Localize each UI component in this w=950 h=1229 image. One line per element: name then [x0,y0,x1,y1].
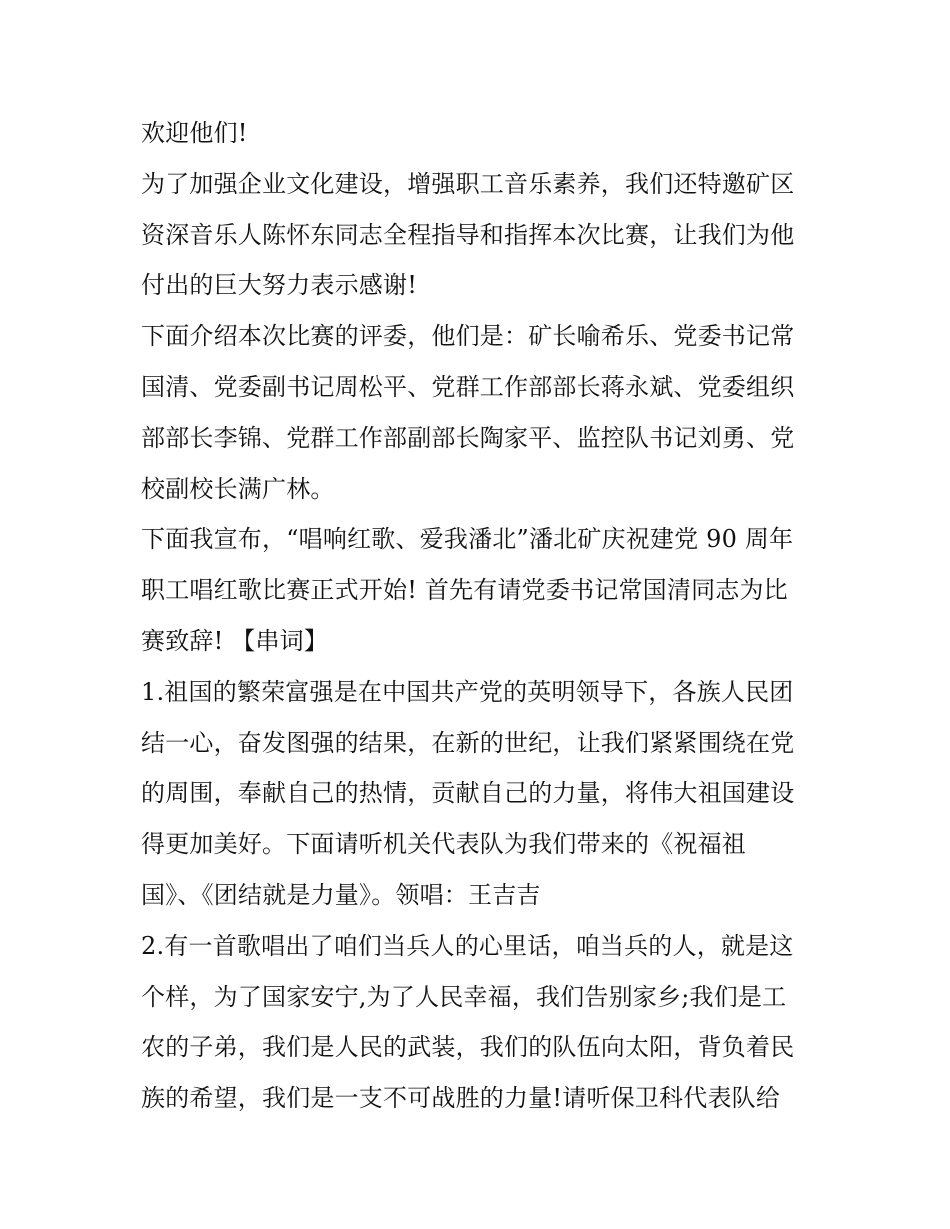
text-line: 国清、党委副书记周松平、党群工作部部长蒋永斌、党委组织 [141,372,795,401]
text-line: 结一心，奋发图强的结果，在新的世纪，让我们紧紧围绕在党 [141,728,795,757]
text-line: 部部长李锦、党群工作部副部长陶家平、监控队书记刘勇、党 [141,423,795,452]
text-line: 得更加美好。下面请听机关代表队为我们带来的《祝福祖 [141,830,746,859]
text-line: 下面介绍本次比赛的评委，他们是：矿长喻希乐、党委书记常 [141,322,795,351]
text-line: 赛致辞! 【串词】 [141,626,329,655]
text-line: 付出的巨大努力表示感谢! [141,271,418,300]
text-line: 个样，为了国家安宁,为了人民幸福，我们告别家乡;我们是工 [141,982,787,1011]
text-line: 校副校长满广林。 [141,474,335,503]
text-line: 的周围，奉献自己的热情，贡献自己的力量，将伟大祖国建设 [141,779,795,808]
document-body [141,108,821,1124]
text-line: 1.祖国的繁荣富强是在中国共产党的英明领导下，各族人民团 [141,677,794,706]
text-line: 欢迎他们! [141,119,248,147]
text-line: 国》、《团结就是力量》。领唱：王吉吉 [141,880,541,909]
text-line: 族的希望，我们是一支不可战胜的力量!请听保卫科代表队给 [141,1084,781,1113]
text-line: 下面我宣布，“唱响红歌、爱我潘北”潘北矿庆祝建党 90 周年 [141,525,794,554]
text-line: 为了加强企业文化建设，增强职工音乐素养，我们还特邀矿区 [141,169,795,198]
text-line: 资深音乐人陈怀东同志全程指导和指挥本次比赛，让我们为他 [141,220,795,249]
text-line: 2.有一首歌唱出了咱们当兵人的心里话，咱当兵的人，就是这 [141,931,794,960]
text-line: 职工唱红歌比赛正式开始! 首先有请党委书记常国清同志为比 [141,576,788,605]
text-line: 农的子弟，我们是人民的武装，我们的队伍向太阳，背负着民 [141,1033,795,1062]
